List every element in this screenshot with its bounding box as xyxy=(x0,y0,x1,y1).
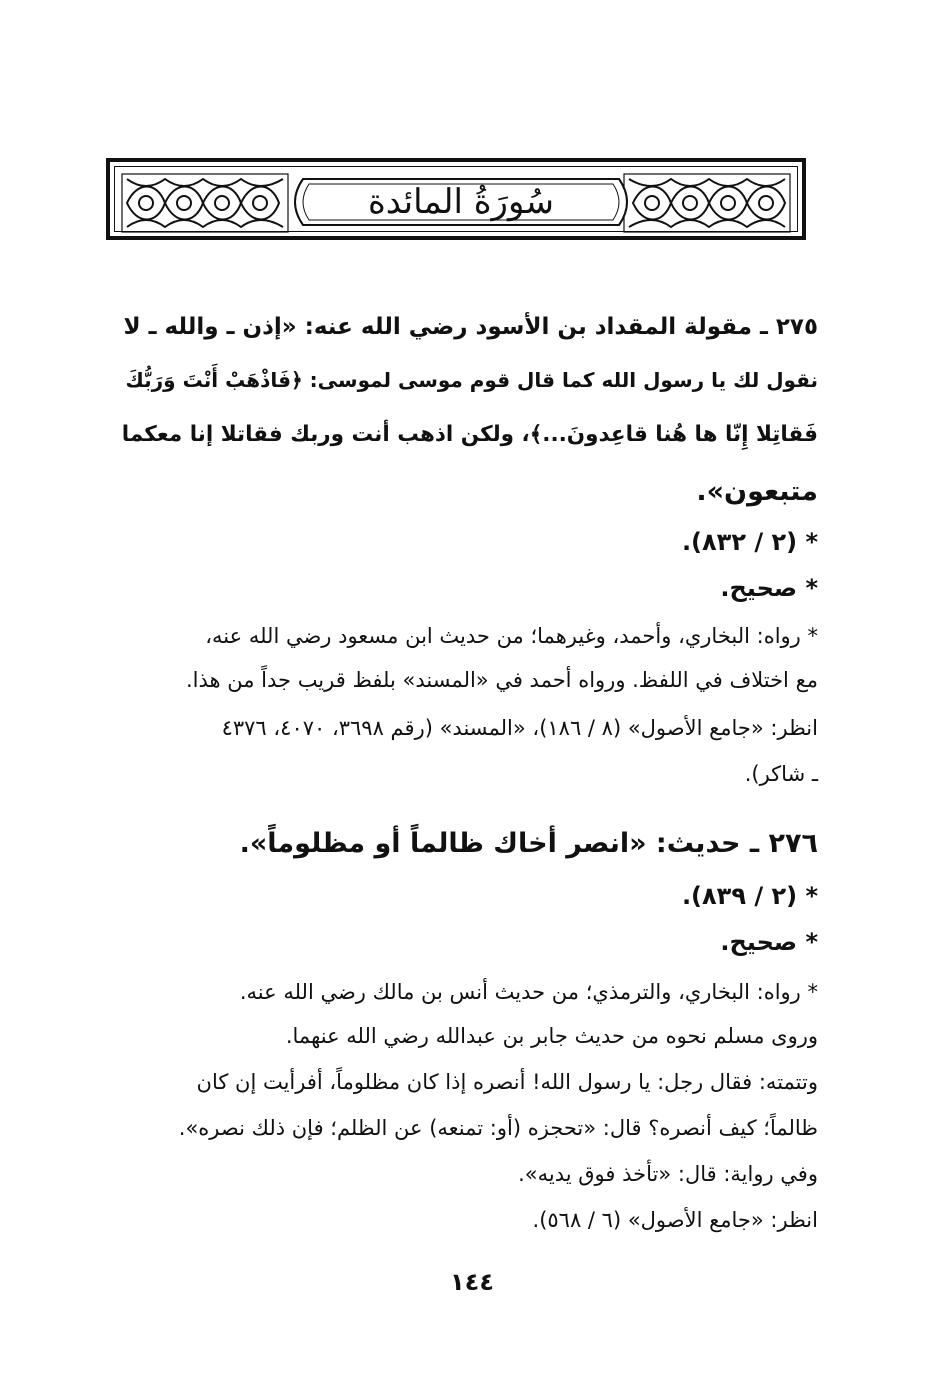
hadith-276-see: انظر: «جامع الأصول» (٦ / ٥٦٨). xyxy=(532,1208,818,1232)
hadith-276-narration-line-1: * رواه: البخاري، والترمذي؛ من حديث أنس بن مالك رضي الله عنه. xyxy=(239,980,818,1004)
hadith-275-line-3: فَقاتِلا إِنّا ها هُنا قاعِدونَ...﴾، ولكن اذهب أنت وربك فقاتلا إنا معكما xyxy=(121,422,818,447)
hadith-275-narration-line-1: * رواه: البخاري، وأحمد، وغيرهما؛ من حديث ابن مسعود رضي الله عنه، xyxy=(205,624,818,648)
hadith-275-line-1: ٢٧٥ ـ مقولة المقداد بن الأسود رضي الله عنه: «إذن ـ والله ـ لا xyxy=(123,314,818,340)
page-number: ١٤٤ xyxy=(450,1268,494,1296)
surah-header-inner-border xyxy=(114,166,798,232)
arabesque-ornament-left xyxy=(121,173,289,233)
hadith-275-see-line-2: ـ شاكر). xyxy=(744,762,818,786)
hadith-276-completion-line-1: وتتمته: فقال رجل: يا رسول الله! أنصره إذا كان مظلوماً، أفرأيت إن كان xyxy=(196,1070,818,1094)
hadith-275-grade: * صحيح. xyxy=(720,574,818,602)
hadith-276-narration-line-2: وروى مسلم نحوه من حديث جابر بن عبدالله رضي الله عنهما. xyxy=(285,1024,818,1048)
hadith-276-reference: * (٢ / ٨٣٩). xyxy=(681,882,818,910)
hadith-275-line-2: نقول لك يا رسول الله كما قال قوم موسى لموسى: ﴿فَاذْهَبْ أَنْتَ وَرَبُّكَ xyxy=(125,368,818,392)
hadith-275-reference: * (٢ / ٨٣٢). xyxy=(681,528,818,556)
arabesque-ornament-right xyxy=(623,173,791,233)
hadith-276-variant: وفي رواية: قال: «تأخذ فوق يديه». xyxy=(518,1162,818,1186)
hadith-276-completion-line-2: ظالماً؛ كيف أنصره؟ قال: «تحجزه (أو: تمنعه) عن الظلم؛ فإن ذلك نصره». xyxy=(178,1116,818,1140)
hadith-276-title: ٢٧٦ ـ حديث: «انصر أخاك ظالماً أو مظلوماً». xyxy=(239,828,818,859)
surah-header-frame xyxy=(106,158,806,240)
surah-title-cartouche xyxy=(285,175,637,229)
hadith-275-line-4: متبعون». xyxy=(696,476,818,507)
hadith-275-see-line-1: انظر: «جامع الأصول» (٨ / ١٨٦)، «المسند» (رقم ٣٦٩٨، ٤٠٧٠، ٤٣٧٦ xyxy=(221,716,818,740)
hadith-275-narration-line-2: مع اختلاف في اللفظ. ورواه أحمد في «المسند» بلفظ قريب جداً من هذا. xyxy=(185,668,818,692)
hadith-276-grade: * صحيح. xyxy=(720,928,818,956)
surah-title: سُورَةُ المائدة xyxy=(367,182,555,222)
